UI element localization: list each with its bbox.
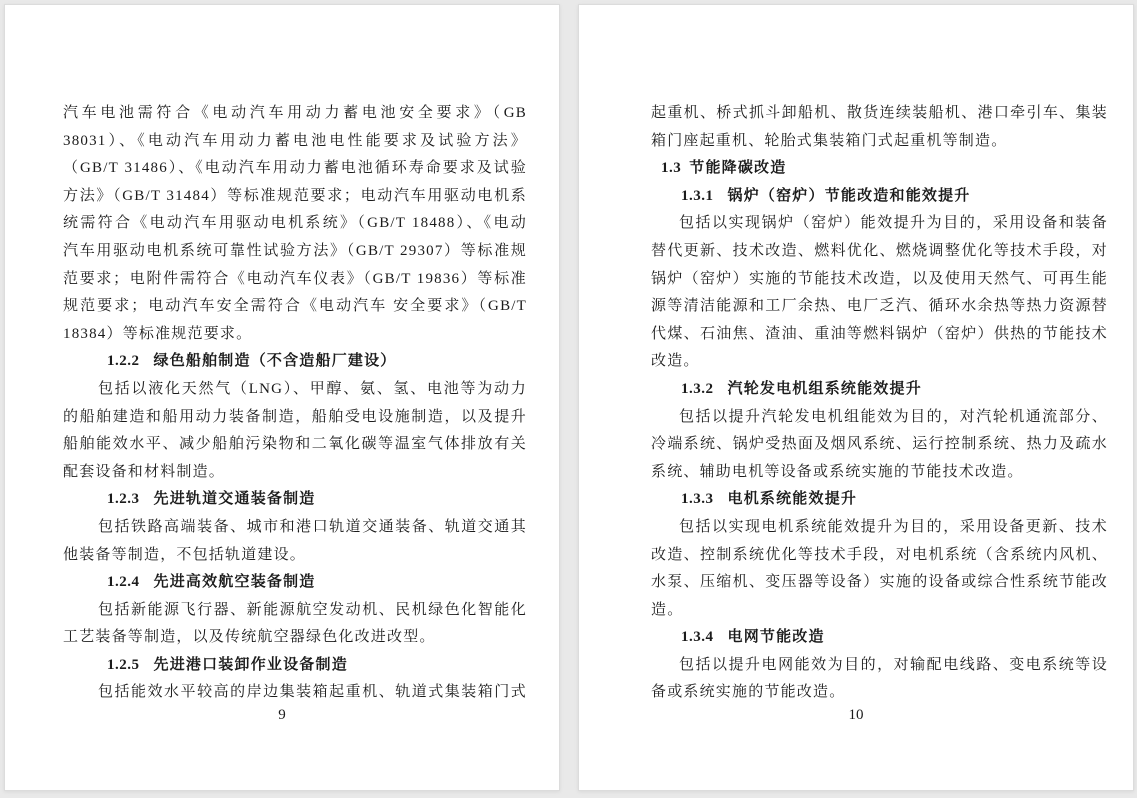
text-line: 包括以液化天然气（LNG）、甲醇、氨、氢、电池等为动力 [98, 380, 527, 397]
text-line: 替代更新、技术改造、燃料优化、燃烧调整优化等技术手段，对 [651, 242, 1108, 259]
section-heading [651, 155, 1108, 183]
section-heading [651, 376, 1108, 404]
heading-title: 电机系统能效提升 [727, 491, 858, 508]
text-column-right [651, 100, 1108, 707]
text-line: 冷端系统、锅炉受热面及烟风系统、运行控制系统、热力及疏水 [651, 436, 1108, 453]
text-line: 工艺装备等制造，以及传统航空器绿色化改进改型。 [63, 629, 436, 646]
text-line: 他装备等制造，不包括轨道建设。 [63, 546, 307, 563]
heading-title: 绿色船舶制造（不含造船厂建设） [153, 353, 397, 370]
text-line: 18384）等标准规范要求。 [63, 325, 253, 342]
document-page-right [578, 4, 1134, 791]
heading-number: 1.3.1 [681, 187, 714, 204]
heading-number: 1.3.4 [681, 629, 714, 646]
text-line: 源等清洁能源和工厂余热、电厂乏汽、循环水余热等热力资源替 [651, 298, 1108, 315]
text-line: 改造。 [651, 353, 700, 370]
text-line: 规范要求；电动汽车安全需符合《电动汽车 安全要求》（GB/T [63, 298, 527, 315]
text-line: 备或系统实施的节能改造。 [651, 684, 846, 701]
heading-number: 1.3.3 [681, 491, 714, 508]
heading-title: 电网节能改造 [727, 629, 825, 646]
heading-number: 1.2.3 [107, 491, 140, 508]
text-line: 包括以提升汽轮发电机组能效为目的，对汽轮机通流部分、 [679, 408, 1108, 425]
text-line: 锅炉（窑炉）实施的节能技术改造，以及使用天然气、可再生能 [651, 270, 1108, 287]
heading-number: 1.3.2 [681, 380, 714, 397]
text-line: 范要求；电附件需符合《电动汽车仪表》（GB/T 19836）等标准 [63, 270, 527, 287]
text-line: 代煤、石油焦、渣油、重油等燃料锅炉（窑炉）供热的节能技术 [651, 325, 1108, 342]
section-heading [63, 486, 527, 514]
text-line: 汽车用驱动电机系统可靠性试验方法》（GB/T 29307）等标准规 [63, 242, 527, 259]
heading-title: 先进轨道交通装备制造 [153, 491, 316, 508]
heading-number: 1.2.2 [107, 353, 140, 370]
section-heading [651, 624, 1108, 652]
heading-title: 锅炉（窑炉）节能改造和能效提升 [727, 187, 971, 204]
text-line: 统需符合《电动汽车用驱动电机系统》（GB/T 18488）、《电动 [63, 215, 527, 232]
text-line: 包括新能源飞行器、新能源航空发动机、民机绿色化智能化 [98, 601, 527, 618]
text-line: 包括以实现电机系统能效提升为目的，采用设备更新、技术 [679, 518, 1108, 535]
text-line: 包括以提升电网能效为目的，对输配电线路、变电系统等设 [679, 656, 1108, 673]
section-heading [63, 348, 527, 376]
text-line: 汽车电池需符合《电动汽车用动力蓄电池安全要求》（GB [63, 105, 527, 121]
heading-number: 1.2.5 [107, 656, 140, 673]
text-line: 包括铁路高端装备、城市和港口轨道交通装备、轨道交通其 [98, 518, 527, 535]
text-column-left [63, 100, 527, 707]
text-line: 方法》（GB/T 31484）等标准规范要求；电动汽车用驱动电机系 [63, 187, 527, 204]
section-heading [63, 652, 527, 680]
section-heading [651, 183, 1108, 211]
heading-title: 先进高效航空装备制造 [153, 574, 316, 591]
section-heading [63, 569, 527, 597]
text-line: （GB/T 31486）、《电动汽车用动力蓄电池循环寿命要求及试验 [63, 160, 527, 177]
page-number: 9 [278, 707, 286, 723]
heading-title: 先进港口装卸作业设备制造 [153, 656, 348, 673]
document-page-left [4, 4, 560, 791]
text-line: 改造、控制系统优化等技术手段，对电机系统（含系统内风机、 [651, 546, 1108, 563]
text-line: 包括以实现锅炉（窑炉）能效提升为目的，采用设备和装备 [679, 215, 1108, 232]
text-line: 系统、辅助电机等设备或系统实施的节能技术改造。 [651, 463, 1024, 480]
section-heading [651, 486, 1108, 514]
text-line: 起重机、桥式抓斗卸船机、散货连续装船机、港口牵引车、集装 [651, 105, 1108, 121]
heading-title: 汽轮发电机组系统能效提升 [727, 380, 922, 397]
text-line: 的船舶建造和船用动力装备制造，船舶受电设施制造，以及提升 [63, 408, 527, 425]
heading-number: 1.2.4 [107, 574, 140, 591]
text-line: 38031）、《电动汽车用动力蓄电池电性能要求及试验方法》 [63, 132, 527, 149]
text-line: 水泵、压缩机、变压器等设备）实施的设备或综合性系统节能改 [651, 574, 1108, 591]
heading-number: 1.3 [661, 160, 682, 177]
text-line: 船舶能效水平、减少船舶污染物和二氧化碳等温室气体排放有关 [63, 436, 527, 453]
text-line: 包括能效水平较高的岸边集装箱起重机、轨道式集装箱门式 [98, 684, 527, 701]
text-line: 造。 [651, 601, 684, 618]
page-number: 10 [848, 707, 864, 723]
heading-title: 节能降碳改造 [689, 160, 787, 177]
text-line: 配套设备和材料制造。 [63, 463, 226, 480]
text-line: 箱门座起重机、轮胎式集装箱门式起重机等制造。 [651, 132, 1008, 149]
